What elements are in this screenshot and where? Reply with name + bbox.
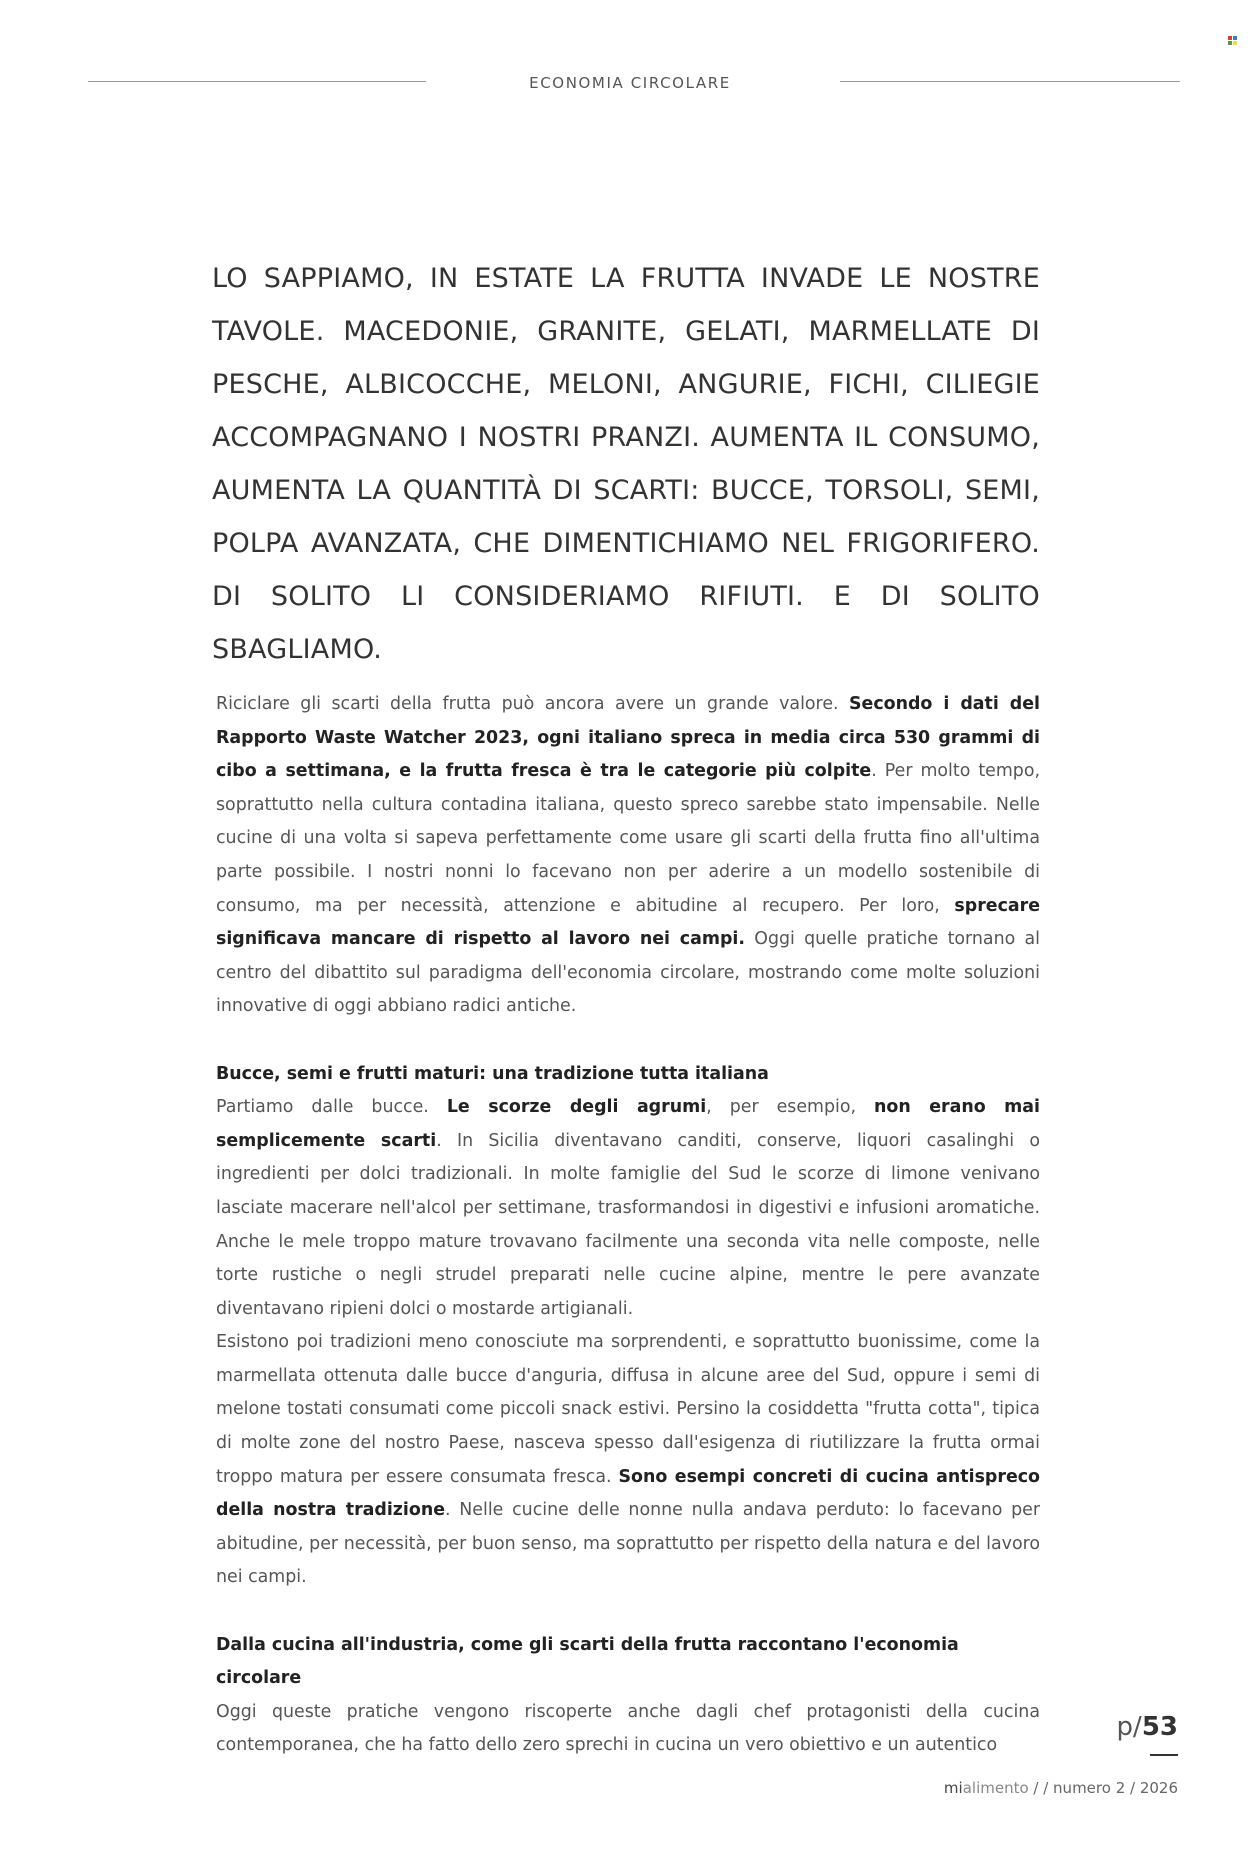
text-span: , per esempio, (706, 1097, 874, 1118)
brand-name-prefix: mi (943, 1779, 963, 1797)
page-number (1060, 1712, 1178, 1742)
page-prefix: p/ (1116, 1712, 1142, 1742)
text-span: Esistono poi tradizioni meno conosciute ma sorprendenti, e soprattutto buonissime, come la marmellata ottenuta dalle bucce d'anguria, diffusa in alcune aree del Sud, oppure i semi di melone tostati consumati come piccoli snack estivi. Persino la cosiddetta "frutta cotta", tipica di molte zone del nostro Paese, nasceva spesso dall'esigenza di riutilizzare la frutta ormai troppo matura per essere consumata fresca. (216, 1332, 1040, 1487)
footer-credit (840, 1779, 1178, 1797)
highlight-text: Secondo i dati del Rapporto Waste Watcher 2023, ogni italiano spreca in media circa 530 grammi di cibo a settimana, e la frutta fresca è tra le categorie più colpite (216, 694, 1040, 782)
section-label: ECONOMIA CIRCOLARE (529, 74, 731, 92)
text-span: Oggi quelle pratiche tornano al centro del dibattito sul paradigma dell'economia circolare, mostrando come molte soluzioni innovative di oggi abbiano radici antiche. (216, 929, 1040, 1017)
text-span: Partiamo dalle bucce. (216, 1097, 447, 1118)
highlight-text: Sono esempi concreti di cucina antispreco della nostra tradizione (216, 1466, 1041, 1521)
paragraph-chefs: Oggi queste pratiche vengono riscoperte anche dagli chef protagonisti della cucina contemporanea, che ha fatto dello zero sprechi in cucina un vero obiettivo e un autentico (216, 1701, 1040, 1756)
highlight-text: non erano mai semplicemente scarti (216, 1097, 1040, 1151)
page-number-rule (1150, 1754, 1178, 1756)
highlight-text: sprecare significava mancare di rispetto al lavoro nei campi. (216, 895, 1040, 950)
text-span: . Per molto tempo, soprattutto nella cultura contadina italiana, questo spreco sarebbe stato impensabile. Nelle cucine di una volta si sapeva perfettamente come usare gli scarti della frutta fino all'ultima parte possibile. I nostri nonni lo facevano non per aderire a un modello sostenibile di consumo, ma per necessità, attenzione e abitudine al recupero. Per loro, (216, 761, 1040, 916)
paragraph-peels (216, 1091, 1040, 1326)
header-rule-right (840, 81, 1180, 82)
brand-name-suffix: alimento (962, 1779, 1029, 1797)
page-number-value: 53 (1141, 1712, 1178, 1742)
logo-icon (1228, 36, 1237, 45)
text-span: . In Sicilia diventavano canditi, conserve, liquori casalinghi o ingredienti per dolci tradizionali. In molte famiglie del Sud le scorze di limone venivano lasciate macerare nell'alcol per settimane, trasformandosi in digestivi e infusioni aromatiche. Anche le mele troppo mature trovavano facilmente una seconda vita nelle composte, nelle torte rustiche o negli strudel preparati nelle cucine alpine, mentre le pere avanzate diventavano ripieni dolci o mostarde artigianali. (216, 1130, 1040, 1319)
text-span: Riciclare gli scarti della frutta può ancora avere un grande valore. (216, 694, 850, 714)
lead-paragraph: LO SAPPIAMO, IN ESTATE LA FRUTTA INVADE LE NOSTRE TAVOLE. MACEDONIE, GRANITE, GELATI, MARMELLATE DI PESCHE, ALBICOCCHE, MELONI, ANGURIE, FICHI, CILIEGIE ACCOMPAGNANO I NOSTRI PRANZI. AUMENTA IL CONSUMO, AUMENTA LA QUANTITÀ DI SCARTI: BUCCE, TORSOLI, SEMI, POLPA AVANZATA, CHE DIMENTICHIAMO NEL FRIGORIFERO. DI SOLITO LI CONSIDERIAMO RIFIUTI. E DI SOLITO SBAGLIAMO. (212, 263, 1040, 665)
paragraph-traditions (216, 1326, 1040, 1595)
highlight-text: Le scorze degli agrumi (446, 1097, 707, 1118)
text-span: . Nelle cucine delle nonne nulla andava perduto: lo facevano per abitudine, per necessità, per buon senso, ma soprattutto per rispetto della natura e del lavoro nei campi. (216, 1500, 1040, 1588)
article-body (216, 688, 1040, 1763)
issue-info: / / numero 2 / 2026 (1028, 1779, 1178, 1797)
subheading-tradition: Bucce, semi e frutti maturi: una tradizione tutta italiana (216, 1063, 769, 1084)
subheading-industry: Dalla cucina all'industria, come gli scarti della frutta raccontano l'economia circolare (216, 1634, 959, 1689)
paragraph-intro (216, 688, 1040, 1024)
